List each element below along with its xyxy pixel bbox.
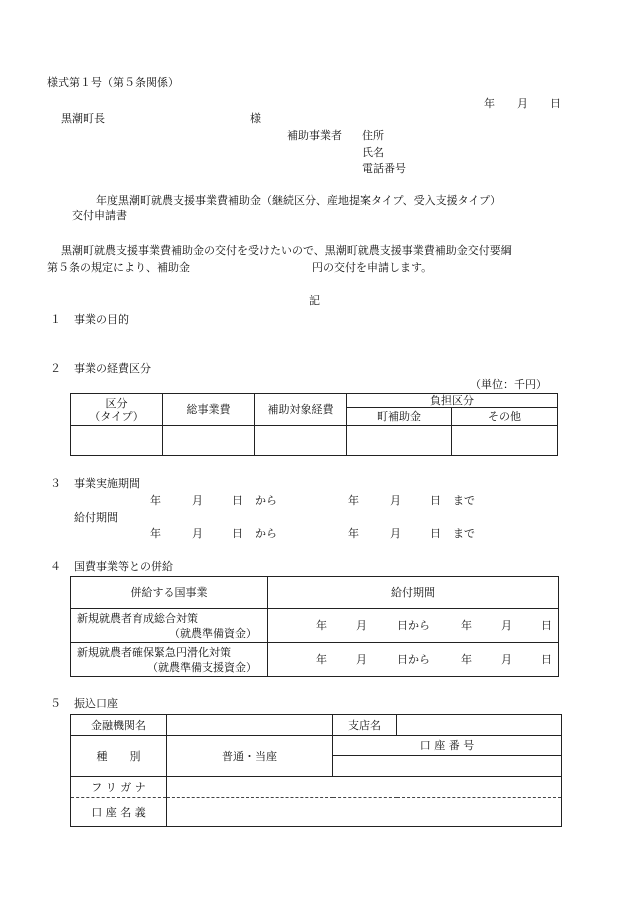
kyufu-period-label: 給付期間 [74, 511, 118, 524]
ki-heading: 記 [309, 294, 320, 307]
account-type-label: 種 別 [71, 736, 167, 777]
branch-field[interactable] [397, 715, 562, 736]
account-holder-field[interactable] [167, 798, 562, 827]
sama-honorific: 様 [250, 112, 261, 125]
period-2-to-month: 月 [390, 527, 401, 540]
cell-kubun[interactable] [71, 426, 163, 456]
section-4-number: ４ [50, 560, 61, 573]
body-paragraph-1: 黒潮町就農支援事業費補助金の交付を受けたいので、黒潮町就農支援事業費補助金交付要綱 [61, 244, 512, 257]
period-1-from-day: 日 [232, 494, 243, 507]
bank-name-field[interactable] [167, 715, 333, 736]
period-1-from-month: 月 [192, 494, 203, 507]
cell-town[interactable] [347, 426, 452, 456]
account-number-label: 口 座 番 号 [333, 736, 562, 756]
period-2-from-day: 日 [232, 527, 243, 540]
section-3-number: ３ [50, 477, 61, 490]
section-1-number: １ [50, 313, 61, 326]
header-project: 併給する国事業 [71, 577, 268, 609]
header-target: 補助対象経費 [255, 394, 347, 426]
project-name: 新規就農者育成総合対策 （就農準備資金） [71, 609, 268, 643]
applicant-label: 補助事業者 [287, 129, 342, 142]
addressee: 黒潮町長 [61, 112, 105, 125]
table-row [71, 609, 559, 643]
unit-label: （単位：千円） [470, 378, 547, 391]
concurrent-table [70, 576, 559, 677]
section-2-title: 事業の経費区分 [74, 362, 151, 375]
header-town-subsidy: 町補助金 [347, 408, 452, 426]
header-burden: 負担区分 [347, 394, 558, 408]
document-title: 年度黒潮町就農支援事業費補助金（継続区分、産地提案タイプ、受入支援タイプ） [96, 194, 502, 207]
account-holder-label: 口 座 名 義 [71, 798, 167, 827]
date-line: 年 月 日 [484, 97, 561, 110]
period-1-to-month: 月 [390, 494, 401, 507]
section-4-title: 国費事業等との併給 [74, 560, 173, 573]
table-row [71, 643, 559, 677]
address-label: 住所 [362, 129, 384, 142]
section-5-number: ５ [50, 697, 61, 710]
cell-target[interactable] [255, 426, 347, 456]
period-1-to-day: 日 [430, 494, 441, 507]
account-type-value[interactable]: 普通・当座 [167, 736, 333, 777]
name-label: 氏名 [362, 146, 384, 159]
expense-table [70, 393, 558, 456]
bank-name-label: 金融機関名 [71, 715, 167, 736]
furigana-field[interactable] [167, 777, 562, 798]
bank-account-table [70, 714, 562, 827]
period-2-from-year: 年 [150, 527, 161, 540]
period-1-to-year: 年 [348, 494, 359, 507]
header-total: 総事業費 [163, 394, 255, 426]
cell-other[interactable] [452, 426, 558, 456]
branch-label: 支店名 [333, 715, 397, 736]
furigana-label: フ リ ガ ナ [71, 777, 167, 798]
section-2-number: ２ [50, 362, 61, 375]
header-kubun: 区分 （タイプ） [71, 394, 163, 426]
period-2-to-day: 日 [430, 527, 441, 540]
section-1-title: 事業の目的 [74, 313, 129, 326]
account-number-field[interactable] [333, 756, 562, 777]
period-cell[interactable]: 年 月 日から 年 月 日 [268, 609, 559, 643]
project-name: 新規就農者確保緊急円滑化対策 （就農準備支援資金） [71, 643, 268, 677]
body-paragraph-2a: 第５条の規定により、補助金 [47, 261, 190, 274]
section-5-title: 振込口座 [74, 697, 118, 710]
period-2-to: まで [453, 527, 475, 540]
period-1-from-year: 年 [150, 494, 161, 507]
header-other: その他 [452, 408, 558, 426]
document-title-2: 交付申請書 [72, 209, 127, 222]
phone-label: 電話番号 [362, 162, 406, 175]
period-2-to-year: 年 [348, 527, 359, 540]
period-cell[interactable]: 年 月 日から 年 月 日 [268, 643, 559, 677]
cell-total[interactable] [163, 426, 255, 456]
body-paragraph-2b: 円の交付を申請します。 [312, 261, 433, 274]
period-1-to: まで [453, 494, 475, 507]
header-period: 給付期間 [268, 577, 559, 609]
period-1-from: から [255, 494, 277, 507]
period-2-from-month: 月 [192, 527, 203, 540]
period-2-from: から [255, 527, 277, 540]
form-number: 様式第１号（第５条関係） [47, 76, 179, 89]
section-3-title: 事業実施期間 [74, 477, 140, 490]
